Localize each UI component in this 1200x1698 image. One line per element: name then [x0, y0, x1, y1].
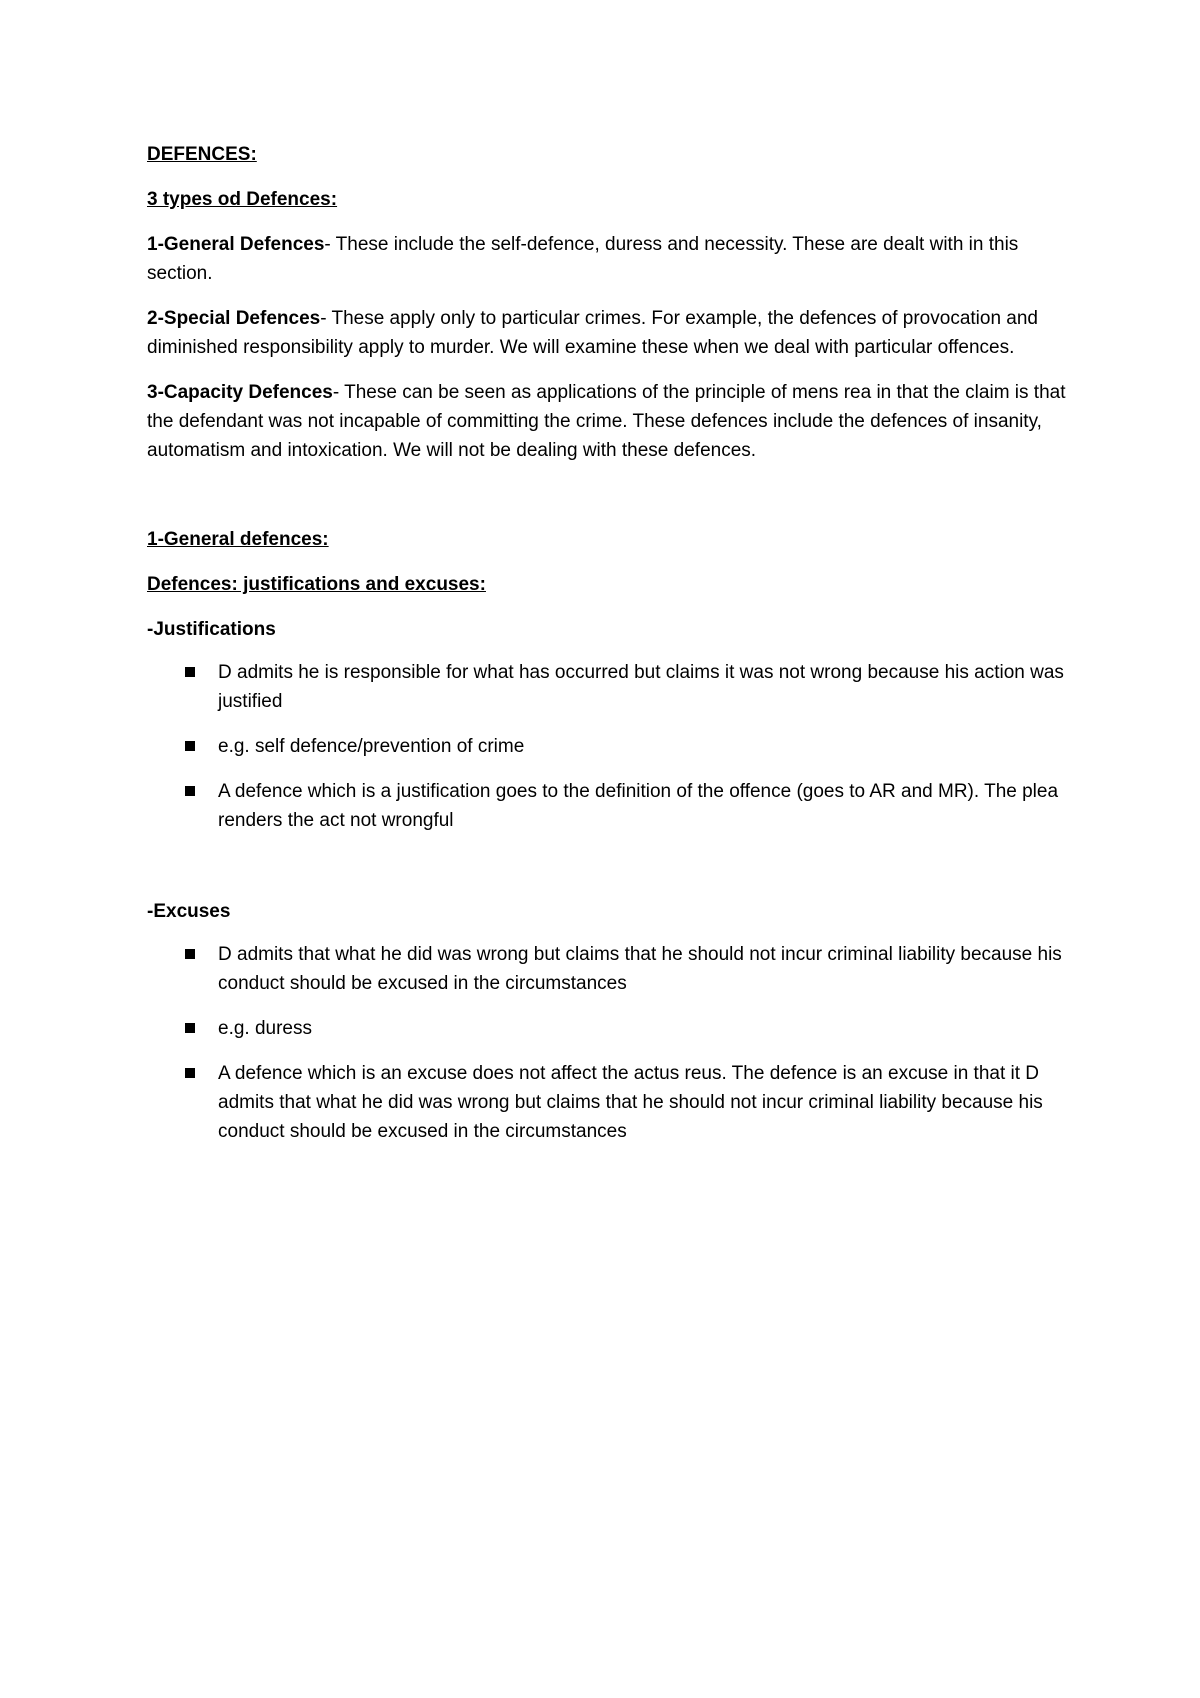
excuses-list	[147, 940, 1067, 1146]
spacer	[147, 481, 1067, 525]
list-item	[147, 1014, 1067, 1043]
defence-type-general	[147, 230, 1067, 288]
list-item-text: A defence which is an excuse does not affect the actus reus. The defence is an excuse in that it D admits that what he did was wrong but claims that he should not incur criminal liability because his conduct should be excused in the circumstances	[218, 1063, 1043, 1142]
list-item-text: D admits that what he did was wrong but claims that he should not incur criminal liability because his conduct should be excused in the circumstances	[218, 944, 1062, 994]
square-bullet-icon	[185, 741, 195, 751]
list-item	[147, 777, 1067, 835]
square-bullet-icon	[185, 949, 195, 959]
document-title: DEFENCES:	[147, 144, 257, 165]
defence-type-term: 1-General Defences	[147, 234, 325, 255]
list-item	[147, 940, 1067, 998]
general-defences-heading: 1-General defences:	[147, 529, 329, 550]
square-bullet-icon	[185, 1023, 195, 1033]
square-bullet-icon	[185, 1068, 195, 1078]
list-item	[147, 1059, 1067, 1146]
defence-type-term: 3-Capacity Defences	[147, 382, 333, 403]
document-page	[147, 140, 1067, 1162]
square-bullet-icon	[185, 786, 195, 796]
types-heading: 3 types od Defences:	[147, 189, 338, 210]
justifications-label: -Justifications	[147, 619, 276, 640]
list-item-text: A defence which is a justification goes to the definition of the offence (goes to AR and MR). The plea renders the act not wrongful	[218, 781, 1059, 831]
list-item	[147, 732, 1067, 761]
defence-type-special	[147, 304, 1067, 362]
list-item	[147, 658, 1067, 716]
defence-type-text: - These apply only to particular crimes. For example, the defences of provocation and diminished responsibility apply to murder. We will examine these when we deal with particular offences.	[147, 308, 1039, 358]
list-item-text: D admits he is responsible for what has occurred but claims it was not wrong because his action was justified	[218, 662, 1064, 712]
square-bullet-icon	[185, 667, 195, 677]
justifications-list	[147, 658, 1067, 835]
defence-type-text: - These include the self-defence, duress and necessity. These are dealt with in this section.	[147, 234, 1019, 284]
defence-type-term: 2-Special Defences	[147, 308, 321, 329]
defence-type-text: - These can be seen as applications of the principle of mens rea in that the claim is that the defendant was not incapable of committing the crime. These defences include the defences of insanity, automatism and intoxication. We will not be dealing with these defences.	[147, 382, 1066, 461]
defence-type-capacity	[147, 378, 1067, 465]
list-item-text: e.g. self defence/prevention of crime	[218, 736, 525, 757]
excuses-label: -Excuses	[147, 901, 231, 922]
spacer	[147, 851, 1067, 897]
justifications-excuses-heading: Defences: justifications and excuses:	[147, 574, 486, 595]
list-item-text: e.g. duress	[218, 1018, 312, 1039]
